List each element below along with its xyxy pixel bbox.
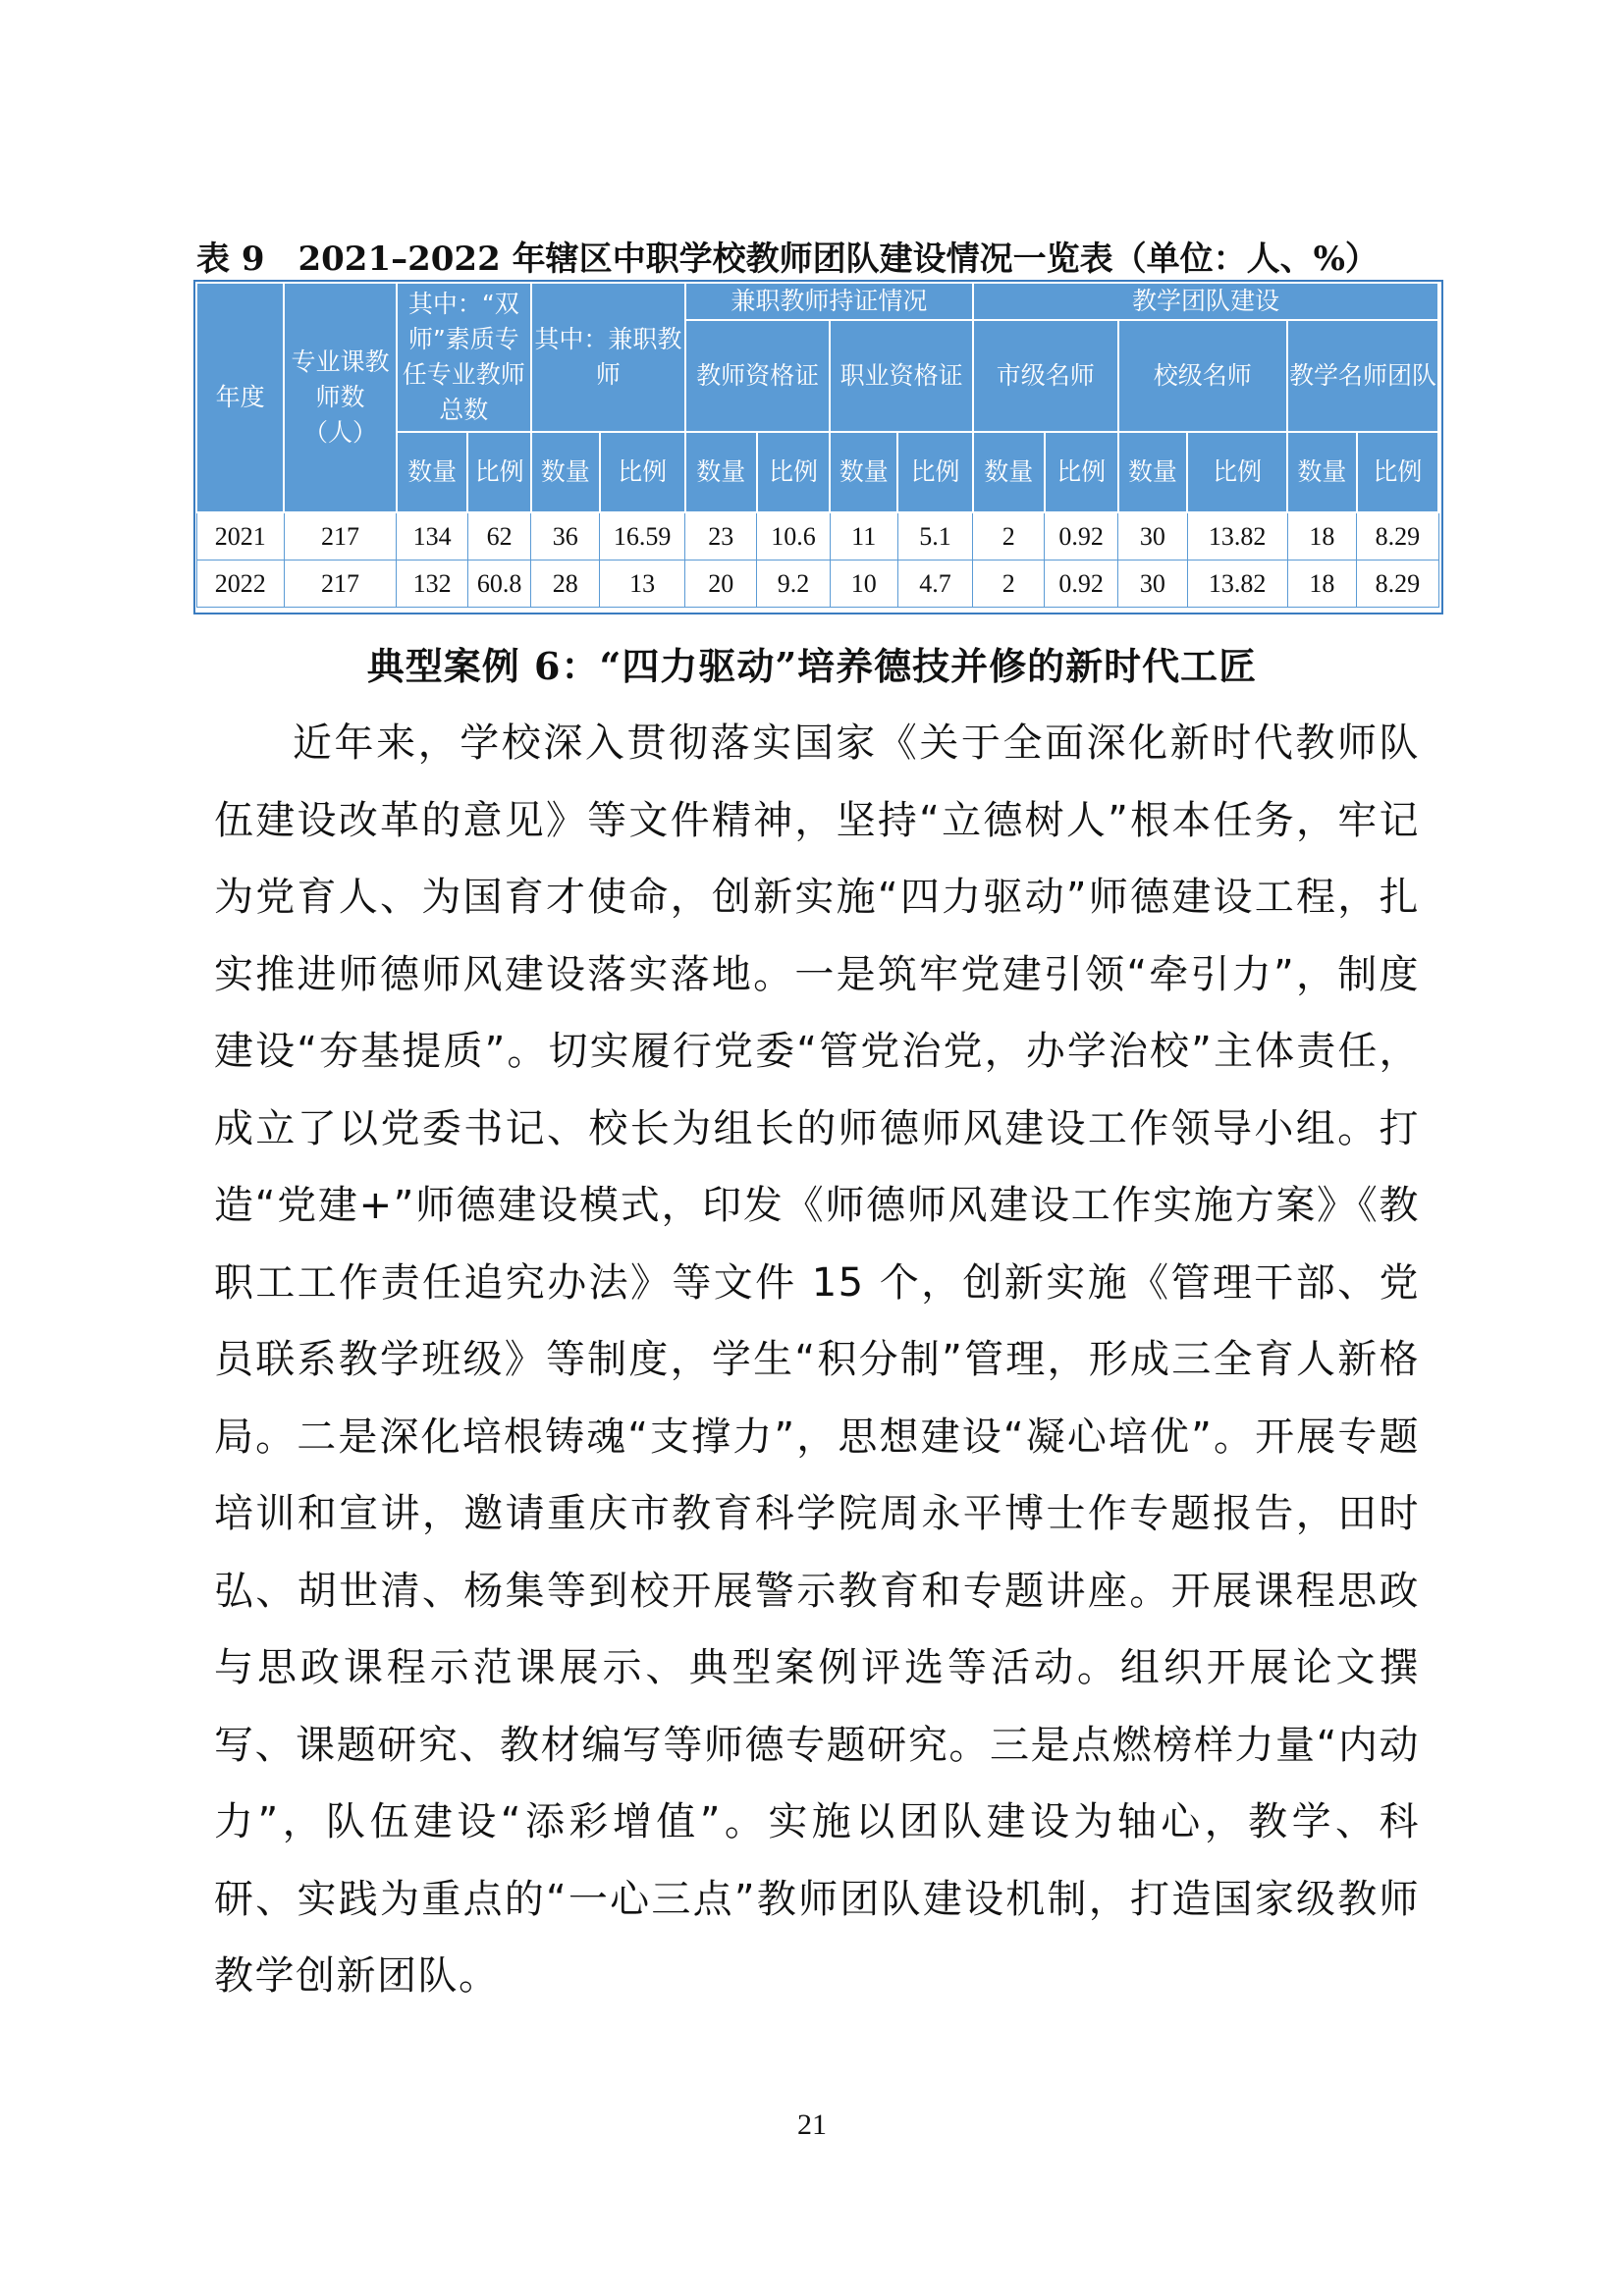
header-ratio: 比例 — [1357, 432, 1438, 512]
cell-value: 8.29 — [1357, 512, 1438, 561]
header-dual-teachers: 其中：“双师”素质专任专业教师总数 — [397, 283, 531, 432]
cell-value: 18 — [1287, 512, 1357, 561]
cell-value: 2 — [973, 561, 1045, 608]
header-count: 数量 — [1287, 432, 1357, 512]
header-parttime-teachers: 其中：兼职教师 — [531, 283, 685, 432]
cell-value: 132 — [397, 561, 468, 608]
header-count: 数量 — [531, 432, 600, 512]
case-title: 典型案例 6：“四力驱动”培养德技并修的新时代工匠 — [366, 644, 1258, 688]
header-city-famous-teacher: 市级名师 — [973, 320, 1118, 432]
cell-value: 5.1 — [897, 512, 973, 561]
header-count: 数量 — [1118, 432, 1188, 512]
cell-value: 13 — [600, 561, 685, 608]
cell-value: 23 — [685, 512, 757, 561]
cell-value: 0.92 — [1045, 512, 1118, 561]
cell-value: 30 — [1118, 512, 1188, 561]
header-team-building: 教学团队建设 — [973, 283, 1438, 320]
header-vocational-cert: 职业资格证 — [830, 320, 973, 432]
cell-value: 217 — [284, 512, 396, 561]
page-number: 21 — [797, 2109, 827, 2141]
teacher-team-table — [195, 282, 1439, 608]
cell-value: 13.82 — [1187, 512, 1287, 561]
header-ratio: 比例 — [1045, 432, 1118, 512]
header-count: 数量 — [973, 432, 1045, 512]
cell-value: 9.2 — [757, 561, 831, 608]
cell-value: 4.7 — [897, 561, 973, 608]
header-ratio: 比例 — [467, 432, 530, 512]
cell-value: 8.29 — [1357, 561, 1438, 608]
cell-value: 11 — [830, 512, 897, 561]
cell-value: 36 — [531, 512, 600, 561]
header-ratio: 比例 — [897, 432, 973, 512]
cell-value: 10 — [830, 561, 897, 608]
cell-value: 0.92 — [1045, 561, 1118, 608]
header-ratio: 比例 — [1187, 432, 1287, 512]
table-row — [196, 561, 1438, 608]
header-year: 年度 — [196, 283, 284, 512]
cell-value: 60.8 — [467, 561, 530, 608]
cell-value: 20 — [685, 561, 757, 608]
cell-value: 18 — [1287, 561, 1357, 608]
header-ratio: 比例 — [600, 432, 685, 512]
cell-value: 217 — [284, 561, 396, 608]
header-famous-teacher-team: 教学名师团队 — [1287, 320, 1438, 432]
cell-value: 10.6 — [757, 512, 831, 561]
cell-value: 30 — [1118, 561, 1188, 608]
header-total-teachers: 专业课教师数（人） — [284, 283, 396, 512]
header-ratio: 比例 — [757, 432, 831, 512]
table-body — [196, 512, 1438, 608]
header-school-famous-teacher: 校级名师 — [1118, 320, 1288, 432]
cell-value: 2 — [973, 512, 1045, 561]
table-caption: 表 9 2021–2022 年辖区中职学校教师团队建设情况一览表（单位：人、%） — [196, 240, 1379, 279]
cell-value: 62 — [467, 512, 530, 561]
cell-year: 2022 — [196, 561, 284, 608]
table-row — [196, 512, 1438, 561]
header-count: 数量 — [685, 432, 757, 512]
cell-value: 134 — [397, 512, 468, 561]
header-teacher-cert: 教师资格证 — [685, 320, 831, 432]
cell-year: 2021 — [196, 512, 284, 561]
cell-value: 28 — [531, 561, 600, 608]
cell-value: 13.82 — [1187, 561, 1287, 608]
header-count: 数量 — [397, 432, 468, 512]
header-parttime-certs: 兼职教师持证情况 — [685, 283, 973, 320]
body-paragraph: 近年来，学校深入贯彻落实国家《关于全面深化新时代教师队伍建设改革的意见》等文件精神，坚持“立德树人”根本任务，牢记为党育人、为国育才使命，创新实施“四力驱动”师德建设工程，扎实推进师德师风建设落实落地。一是筑牢党建引领“牵引力”，制度建设“夯基提质”。切实履行党委“管党治党，办学治校”主体责任，成立了以党委书记、校长为组长的师德师风建设工作领导小组。打造“党建+”师德建设模式，印发《师德师风建设工作实施方案》《教职工工作责任追究办法》等文件 15 个，创新实施《管理干部、党员联系教学班级》等制度，学生“积分制”管理，形成三全育人新格局。二是深化培根铸魂“支撑力”，思想建设“凝心培优”。开展专题培训和宣讲，邀请重庆市教育科学院周永平博士作专题报告，田时弘、胡世清、杨集等到校开展警示教育和专题讲座。开展课程思政与思政课程示范课展示、典型案例评选等活动。组织开展论文撰写、课题研究、教材编写等师德专题研究。三是点燃榜样力量“内动力”，队伍建设“添彩增值”。实施以团队建设为轴心，教学、科研、实践为重点的“一心三点”教师团队建设机制，打造国家级教师教学创新团队。 — [214, 721, 1420, 1999]
cell-value: 16.59 — [600, 512, 685, 561]
header-count: 数量 — [830, 432, 897, 512]
